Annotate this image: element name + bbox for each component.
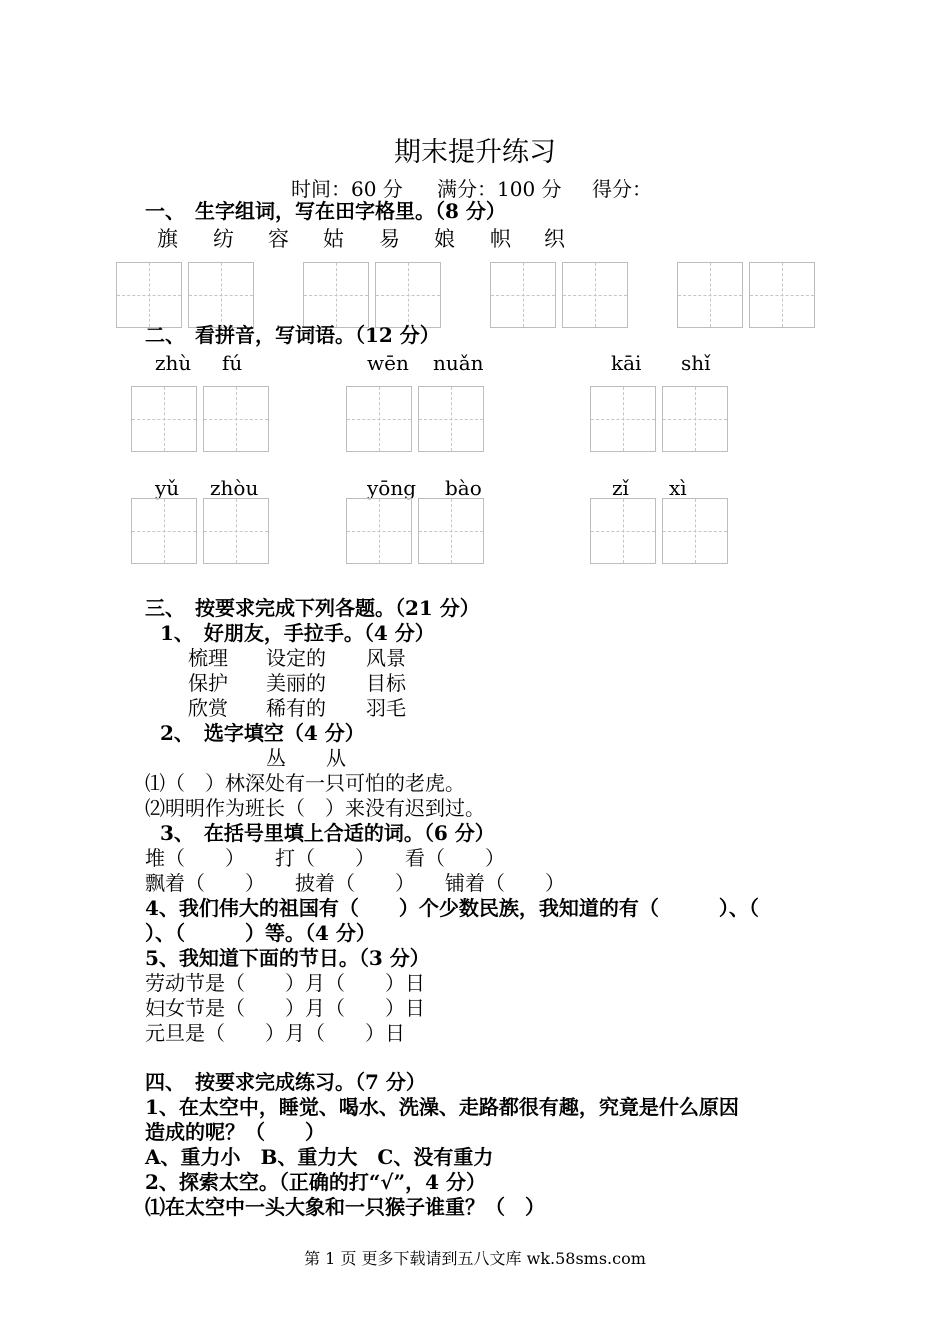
tianzi-box[interactable] (116, 262, 182, 328)
tianzi-box[interactable] (677, 262, 743, 328)
time-label: 时间：60 分 (291, 177, 403, 201)
q5-item-1: 劳动节是（ ）月（ ）日 (145, 971, 425, 995)
pinyin: wēn (367, 351, 409, 375)
word: 羽毛 (366, 696, 406, 720)
tianzi-box[interactable] (303, 262, 369, 328)
word: 目标 (366, 671, 406, 695)
tianzi-box[interactable] (490, 262, 556, 328)
tianzi-box[interactable] (346, 386, 412, 452)
char-1: 旗 (157, 227, 178, 251)
tianzi-box[interactable] (375, 262, 441, 328)
tianzi-box[interactable] (562, 262, 628, 328)
char-4: 姑 (323, 227, 344, 251)
q1-title: 1、 好朋友，手拉手。（4 分） (160, 621, 435, 645)
full-score-label: 满分：100 分 (437, 177, 562, 201)
pinyin: yōng (367, 476, 417, 500)
pinyin: zhù (155, 351, 192, 375)
word: 稀有的 (266, 696, 326, 720)
pinyin: nuǎn (433, 351, 484, 375)
char-5: 易 (379, 227, 400, 251)
char-6: 娘 (434, 227, 455, 251)
score-label: 得分： (592, 177, 652, 201)
section4-heading: 四、 按要求完成练习。（7 分） (145, 1070, 426, 1094)
section2-heading: 二、 看拼音，写词语。（12 分） (145, 323, 440, 347)
pinyin: kāi (611, 351, 642, 375)
pinyin: zǐ (612, 476, 629, 500)
tianzi-box[interactable] (590, 498, 656, 564)
q3-line-2: 飘着（ ） 披着（ ） 铺着（ ） (145, 871, 565, 895)
pinyin: xì (669, 476, 687, 500)
s4-q1-options: A、重力小 B、重力大 C、没有重力 (145, 1145, 494, 1169)
page-title: 期末提升练习 (394, 137, 556, 168)
s4-q2-item-1: ⑴在太空中一头大象和一只猴子谁重？（ ） (145, 1195, 545, 1219)
tianzi-box[interactable] (662, 498, 728, 564)
word: 风景 (366, 646, 406, 670)
char-2: 纺 (213, 227, 234, 251)
word: 设定的 (266, 646, 326, 670)
q3-title: 3、 在括号里填上合适的词。（6 分） (160, 821, 495, 845)
section1-heading: 一、 生字组词，写在田字格里。（8 分） (145, 199, 506, 223)
char-3: 容 (268, 227, 289, 251)
tianzi-box[interactable] (590, 386, 656, 452)
q2-item-2: ⑵明明作为班长（ ）来没有迟到过。 (145, 796, 485, 820)
tianzi-box[interactable] (203, 386, 269, 452)
section3-heading: 三、 按要求完成下列各题。（21 分） (145, 596, 480, 620)
tianzi-box[interactable] (131, 386, 197, 452)
pinyin: bào (445, 476, 482, 500)
pinyin: zhòu (210, 476, 259, 500)
q5-title: 5、我知道下面的节日。（3 分） (145, 946, 430, 970)
tianzi-box[interactable] (188, 262, 254, 328)
tianzi-box[interactable] (662, 386, 728, 452)
tianzi-box[interactable] (131, 498, 197, 564)
word: 保护 (188, 671, 228, 695)
q2-title: 2、 选字填空（4 分） (160, 721, 365, 745)
q2-options: 丛 从 (266, 746, 346, 770)
pinyin: shǐ (681, 351, 711, 375)
tianzi-box[interactable] (749, 262, 815, 328)
word: 美丽的 (266, 671, 326, 695)
word: 欣赏 (188, 696, 228, 720)
q4-line-1: 4、我们伟大的祖国有（ ）个少数民族，我知道的有（ ）、（ (145, 896, 759, 920)
q5-item-2: 妇女节是（ ）月（ ）日 (145, 996, 425, 1020)
tianzi-box[interactable] (418, 386, 484, 452)
q4-line-2: ）、（ ）等。（4 分） (145, 921, 376, 945)
page-footer: 第 1 页 更多下载请到五八文库 wk.58sms.com (304, 1249, 646, 1268)
s4-q1-line-1: 1、在太空中，睡觉、喝水、洗澡、走路都很有趣，究竟是什么原因 (145, 1095, 739, 1119)
s4-q2-title: 2、探索太空。（正确的打“√”，4 分） (145, 1170, 486, 1194)
char-8: 织 (544, 227, 565, 251)
q5-item-3: 元旦是（ ）月（ ）日 (145, 1021, 405, 1045)
pinyin: yǔ (155, 476, 180, 500)
q3-line-1: 堆（ ） 打（ ） 看（ ） (145, 846, 505, 870)
q2-item-1: ⑴（ ）林深处有一只可怕的老虎。 (145, 771, 465, 795)
tianzi-box[interactable] (418, 498, 484, 564)
pinyin: fú (222, 351, 243, 375)
tianzi-box[interactable] (203, 498, 269, 564)
char-7: 帜 (490, 227, 511, 251)
word: 梳理 (188, 646, 228, 670)
tianzi-box[interactable] (346, 498, 412, 564)
s4-q1-line-2: 造成的呢？（ ） (145, 1120, 325, 1144)
